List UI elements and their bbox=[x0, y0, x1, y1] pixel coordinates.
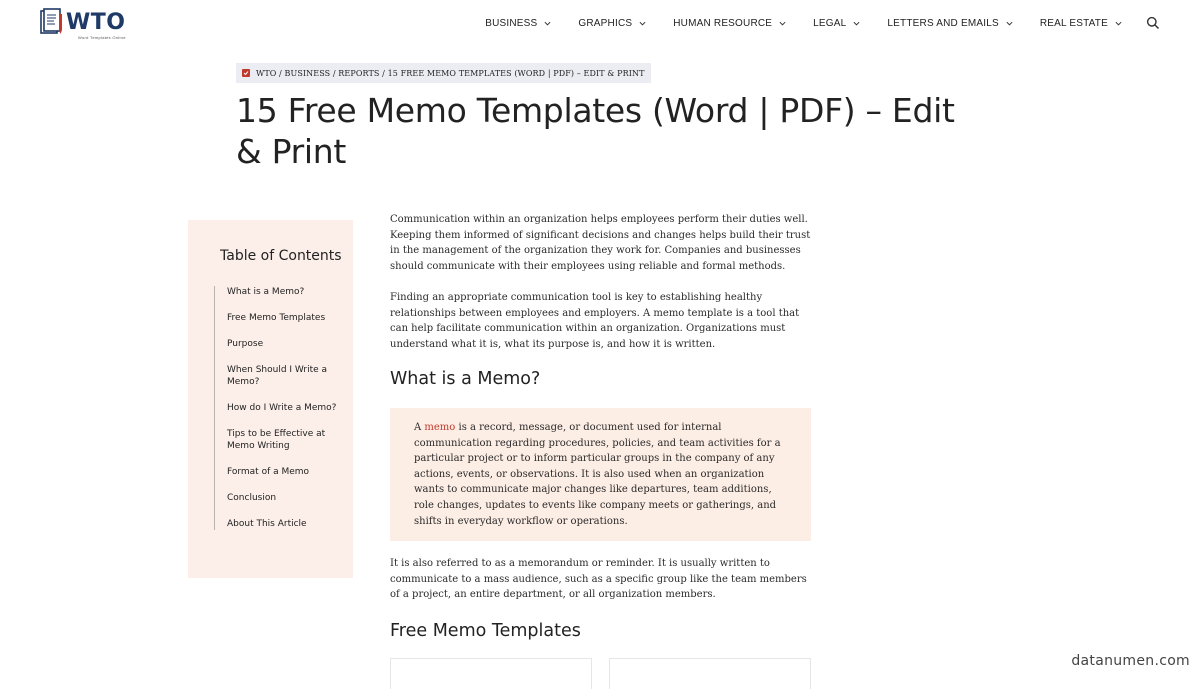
nav-item-human-resource[interactable] bbox=[673, 18, 786, 29]
logo-wordmark: WTO bbox=[66, 10, 126, 35]
nav-item-graphics[interactable] bbox=[578, 18, 646, 29]
checkbox-icon bbox=[242, 69, 250, 77]
callout-text bbox=[414, 420, 787, 529]
template-card[interactable] bbox=[609, 658, 811, 689]
memo-link[interactable]: memo bbox=[424, 422, 456, 433]
nav-item-label: GRAPHICS bbox=[578, 17, 633, 29]
page-title: 15 Free Memo Templates (Word | PDF) – Edit & Print bbox=[236, 91, 955, 171]
search-icon[interactable] bbox=[1146, 16, 1160, 30]
chevron-down-icon bbox=[1115, 20, 1122, 27]
section-heading-what-is-a-memo: What is a Memo? bbox=[390, 369, 541, 389]
toc-list bbox=[214, 286, 337, 530]
toc-item-conclusion[interactable]: Conclusion bbox=[227, 493, 277, 503]
callout-rest: is a record, message, or document used for internal communication regarding procedures, policies, and team activities for a particular project or to inform particular groups in the company of any actions, events, or observations. It is also used when an organization wants to communicate major changes like departures, team additions, role changes, updates to events like company meets or gatherings, and shifts in everyday workflow or operations. bbox=[414, 422, 781, 527]
main-navigation bbox=[458, 16, 1160, 30]
chevron-down-icon bbox=[544, 20, 551, 27]
breadcrumb bbox=[236, 63, 651, 83]
nav-item-label: HUMAN RESOURCE bbox=[673, 17, 773, 29]
toc-item-how-do-i-write[interactable]: How do I Write a Memo? bbox=[227, 403, 337, 413]
logo-document-icon bbox=[40, 8, 64, 38]
toc-item-free-memo-templates[interactable]: Free Memo Templates bbox=[227, 313, 326, 323]
template-card[interactable] bbox=[390, 658, 592, 689]
table-of-contents bbox=[188, 220, 353, 578]
nav-item-label: REAL ESTATE bbox=[1039, 17, 1108, 29]
toc-item-what-is-a-memo[interactable]: What is a Memo? bbox=[227, 287, 305, 297]
chevron-down-icon bbox=[779, 20, 786, 27]
nav-item-letters-and-emails[interactable] bbox=[887, 18, 1012, 29]
site-header bbox=[0, 0, 1200, 48]
watermark: datanumen.com bbox=[1071, 653, 1190, 669]
chevron-down-icon bbox=[639, 20, 646, 27]
toc-item-format[interactable]: Format of a Memo bbox=[227, 467, 310, 477]
intro-paragraph: Communication within an organization helps employees perform their duties well. Keeping them informed of significant decisions and changes helps build their trust in the management of the organization they work for. Companies and businesses should communicate with their employees using reliable and formal methods. bbox=[390, 214, 811, 272]
toc-heading: Table of Contents bbox=[220, 248, 342, 264]
site-logo[interactable] bbox=[40, 8, 125, 38]
toc-item-tips[interactable]: Tips to be Effective at Memo Writing bbox=[227, 429, 326, 451]
toc-item-about-this-article[interactable]: About This Article bbox=[227, 519, 307, 529]
toc-item-purpose[interactable]: Purpose bbox=[227, 339, 264, 349]
section-heading-free-memo-templates: Free Memo Templates bbox=[390, 621, 581, 641]
nav-item-legal[interactable] bbox=[813, 18, 860, 29]
callout-prefix: A bbox=[414, 422, 425, 433]
breadcrumb-text[interactable]: WTO / BUSINESS / REPORTS / 15 FREE MEMO TEMPLATES (WORD | PDF) – EDIT & PRINT bbox=[256, 68, 645, 78]
chevron-down-icon bbox=[853, 20, 860, 27]
nav-item-label: BUSINESS bbox=[485, 17, 538, 29]
second-paragraph: Finding an appropriate communication tool is key to establishing healthy relationships between employees and employers. A memo template is a tool that can help facilitate communication within an organization. Organizations must understand what it is, what its purpose is, and how it is written. bbox=[390, 292, 800, 350]
nav-item-business[interactable] bbox=[485, 18, 551, 29]
definition-callout bbox=[390, 408, 811, 541]
nav-item-label: LEGAL bbox=[813, 17, 847, 29]
nav-item-real-estate[interactable] bbox=[1040, 18, 1122, 29]
logo-tagline: Word Templates Online bbox=[78, 35, 126, 40]
third-paragraph: It is also referred to as a memorandum or reminder. It is usually written to communicate to a mass audience, such as a specific group like the team members of a project, an entire department, or all organization members. bbox=[390, 558, 807, 601]
nav-item-label: LETTERS AND EMAILS bbox=[887, 17, 999, 29]
toc-item-when-should-i-write[interactable]: When Should I Write a Memo? bbox=[227, 365, 328, 387]
chevron-down-icon bbox=[1006, 20, 1013, 27]
